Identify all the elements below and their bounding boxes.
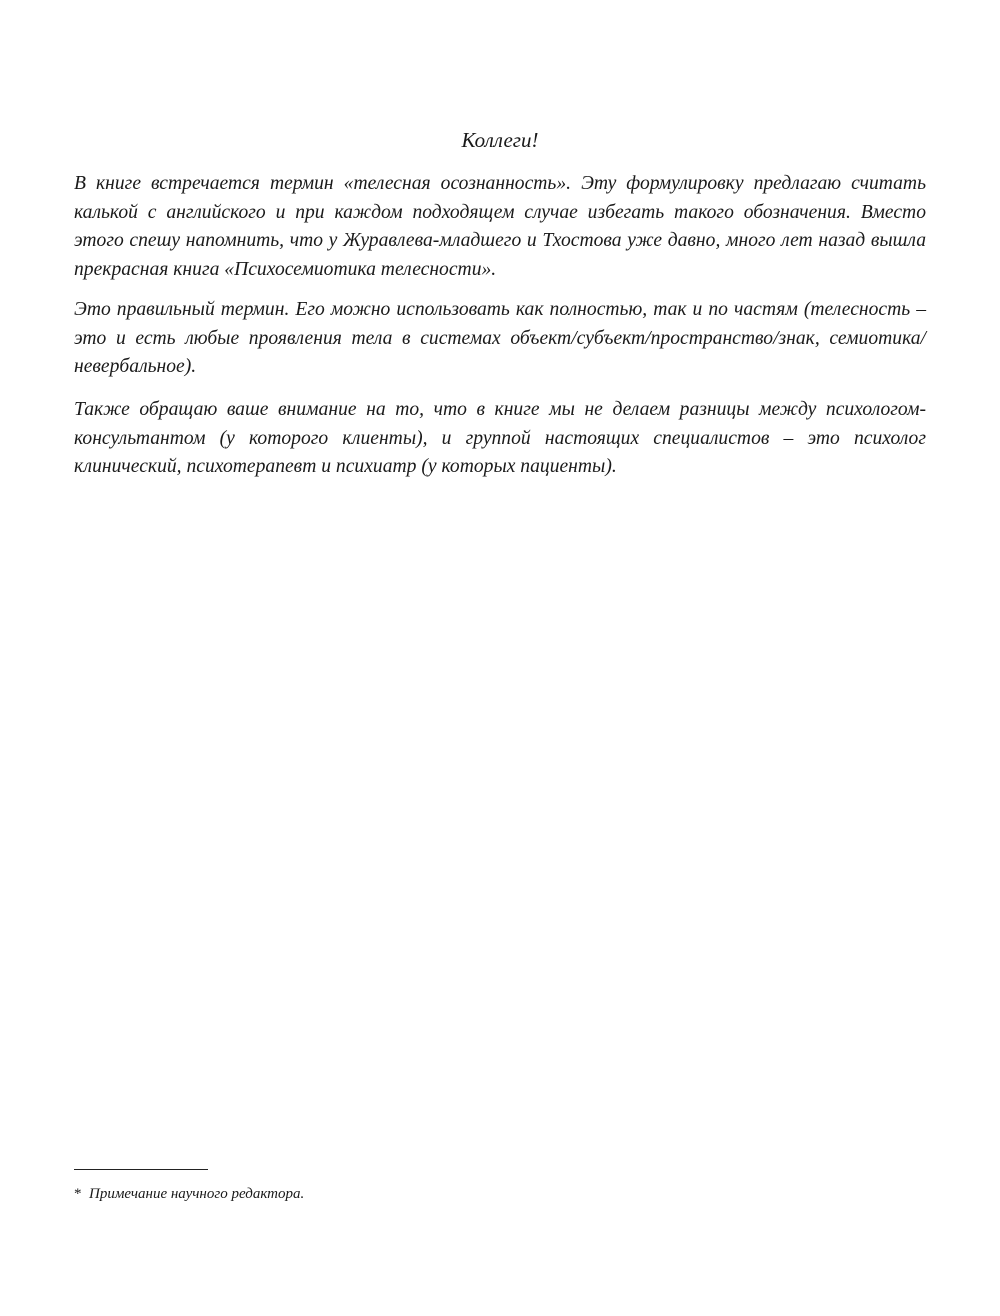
footnote — [74, 1184, 304, 1204]
footnote-marker: * — [74, 1186, 82, 1202]
paragraph-2: Это правильный термин. Его можно использовать как полностью, так и по частям (телесность – это и есть любые проявления тела в системах объект/субъект/пространство/знак, семиотика/невербальное). — [74, 299, 926, 377]
paragraph-1: В книге встречается термин «телесная осознанность». Эту формулировку предлагаю считать калькой с английского и при каждом подходящем случае избегать такого обозначения. Вместо этого спешу напомнить, что у Журавлева-младшего и Тхостова уже давно, много лет назад вышла прекрасная книга «Психосемиотика телесности». — [74, 173, 926, 280]
page-heading: Коллеги! — [461, 128, 539, 152]
footnote-text: Примечание научного редактора. — [89, 1186, 305, 1202]
paragraph-3: Также обращаю ваше внимание на то, что в книге мы не делаем разницы между психологом-консультантом (у которого клиенты), и группой настоящих специалистов – это психолог клинический, психотерапевт и психиатр (у которых пациенты). — [74, 399, 926, 477]
footnote-divider — [74, 1169, 208, 1170]
